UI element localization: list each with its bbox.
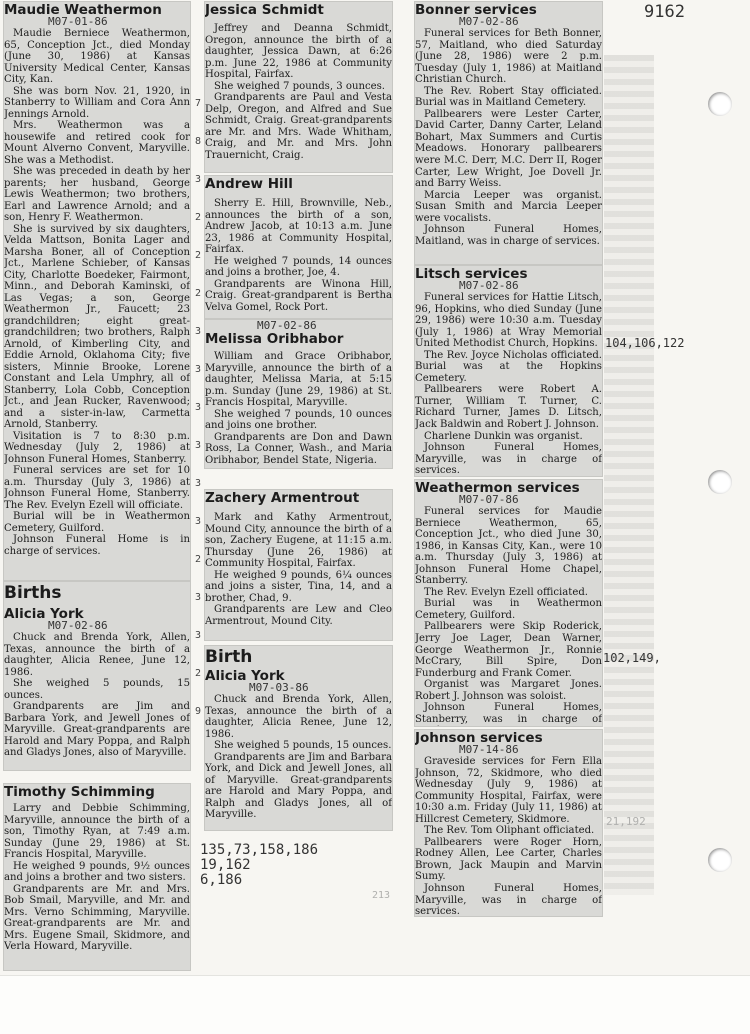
article-paragraph: Mrs. Weathermon was a housewife and retired cook for Mount Alverno Convent, Maryville. She was a Methodist. xyxy=(4,120,190,166)
article-paragraph: Grandparents are Jim and Barbara York, and Jewell Jones of Maryville. Great-grandparents are Harold and Mary Poppa, and Ralph and Gladys Jones, also of Maryville. xyxy=(4,701,190,758)
gutter-digit: 2 xyxy=(194,554,202,565)
funeral-litsch-services xyxy=(415,266,602,476)
article-paragraph: Sherry E. Hill, Brownville, Neb., announces the birth of a son, Andrew Jacob, at 10:13 a.m. June 23, 1986 at Community Hospital, Fairfax. xyxy=(205,198,392,256)
article-body xyxy=(205,198,392,313)
article-paragraph: Pallbearers were Robert A. Turner, William T. Turner, C. Richard Turner, James D. Litsch, Jack Baldwin and Robert J. Johnson. xyxy=(415,384,602,431)
handwritten-margin-note: 104,106,122 xyxy=(605,336,685,350)
birth-jessica-schmidt xyxy=(205,2,392,172)
article-body xyxy=(415,28,602,247)
funeral-johnson-services xyxy=(415,730,602,916)
date-annotation: M07-02-86 xyxy=(459,15,519,28)
article-paragraph: Grandparents are Paul and Vesta Delp, Oregon, and Alfred and Sue Schmidt, Craig. Great-grandparents are Mr. and Mrs. Wade Whitham, Craig, and Mr. and Mrs. John Trauernicht, Craig. xyxy=(205,92,392,162)
article-paragraph: Funeral services for Beth Bonner, 57, Maitland, who died Saturday (June 28, 1986) were 2 p.m. Tuesday (July 1, 1986) at Maitland Christian Church. xyxy=(415,28,602,86)
article-paragraph: Charlene Dunkin was organist. xyxy=(424,430,583,442)
gutter-digit: 2 xyxy=(194,212,202,223)
article-heading: Melissa Oribhabor xyxy=(205,331,344,347)
article-paragraph: Grandparents are Lew and Cleo Armentrout, Mound City. xyxy=(205,604,392,627)
article-heading: Weathermon services xyxy=(415,480,580,496)
article-paragraph: Johnson Funeral Homes, Maryville, was in charge of services. xyxy=(415,442,602,476)
article-body xyxy=(4,28,190,557)
article-paragraph: The Rev. Joyce Nicholas officiated. Burial was at the Hopkins Cemetery. xyxy=(415,349,602,384)
article-paragraph: Funeral services for Hattie Litsch, 96, Hopkins, who died Sunday (June 29, 1986) were 10:30 a.m. Tuesday (July 1, 1986) at Wray Memorial United Methodist Church, Hopkins. xyxy=(415,292,602,350)
article-body xyxy=(205,512,392,627)
birth-melissa-oribhabor xyxy=(205,320,392,468)
article-paragraph: Grandparents are Jim and Barbara York, and Dick and Jewell Jones, all of Maryville. Great-grandparents are Harold and Mary Poppa, and Ralph and Gladys Jones, all of Maryville. xyxy=(205,751,392,821)
article-body xyxy=(205,23,392,162)
article-heading: Timothy Schimming xyxy=(4,784,155,800)
gutter-digit: 2 xyxy=(194,288,202,299)
article-body xyxy=(4,632,190,759)
article-paragraph: Visitation is 7 to 8:30 p.m. Wednesday (July 2, 1986) at Johnson Funeral Homes, Stanberry. xyxy=(4,430,190,465)
article-paragraph: Pallbearers were Skip Roderick, Jerry Joe Lager, Dean Warner, George Weathermon Jr., Ronnie McCrary, Bill Spire, Don Funderburg and Frank Comer. xyxy=(415,621,602,679)
handwritten-note xyxy=(200,843,318,888)
punch-hole-icon xyxy=(708,92,732,116)
article-paragraph: Marcia Leeper was organist. Susan Smith and Marcia Leeper were vocalists. xyxy=(415,189,602,224)
article-paragraph: The Rev. Tom Oliphant officiated. xyxy=(424,825,595,837)
gutter-digit: 7 xyxy=(194,98,202,109)
background-column-strip xyxy=(604,55,654,895)
article-paragraph: William and Grace Oribhabor, Maryville, announce the birth of a daughter, Melissa Maria, at 5:15 p.m. Sunday (June 29, 1986) at St. Francis Hospital, Maryville. xyxy=(205,351,392,409)
handwritten-margin-note: 21,192 xyxy=(606,815,646,828)
handwritten-note-line: 6,186 xyxy=(200,872,243,888)
gutter-digit: 2 xyxy=(194,668,202,679)
article-paragraph: Graveside services for Fern Ella Johnson, 72, Skidmore, who died Wednesday (July 9, 1986) at Community Hospital, Fairfax, were 10:30 a.m. Friday (July 11, 1986) at Hillcrest Cemetery, Skidmore. xyxy=(415,756,602,825)
date-annotation: M07-02-86 xyxy=(459,279,519,292)
article-paragraph: Pallbearers were Lester Carter, David Carter, Danny Carter, Leland Bohart, Max Summers and Curtis Meadows. Honorary pallbearers were M.C. Derr, M.C. Derr II, Roger Carter, Lew Wright, Joe Dovell Jr. and Barry Weiss. xyxy=(415,108,602,190)
article-paragraph: Organist was Margaret Jones. Robert J. Johnson was soloist. xyxy=(415,679,602,702)
section-heading-births: Births xyxy=(4,583,62,603)
article-paragraph: He weighed 9 pounds, 9½ ounces and joins a brother and two sisters. xyxy=(4,860,190,883)
page-number: 9162 xyxy=(644,2,685,22)
handwritten-note-line: 19,162 xyxy=(200,857,251,873)
article-heading: Maudie Weathermon xyxy=(4,2,162,18)
article-body xyxy=(205,351,392,466)
article-paragraph: Larry and Debbie Schimming, Maryville, announce the birth of a son, Timothy Ryan, at 7:49 a.m. Sunday (June 29, 1986) at St. Francis Hospital, Maryville. xyxy=(4,803,190,860)
article-heading: Litsch services xyxy=(415,266,528,282)
date-annotation: M07-14-86 xyxy=(459,743,519,756)
handwritten-note-line: 135,73,158,186 xyxy=(200,842,319,858)
article-heading: Bonner services xyxy=(415,2,537,18)
article-heading: Andrew Hill xyxy=(205,176,293,192)
article-paragraph: Funeral services for Maudie Berniece Weathermon, 65, Conception Jct., who died June 30, 1986, in Kansas City, Kan., were 10 a.m. Thursday (July 3, 1986) at Johnson Funeral Home Chapel, Stanberry. xyxy=(415,506,602,587)
obituary-maudie-weathermon xyxy=(4,2,190,580)
article-paragraph: He weighed 9 pounds, 6¼ ounces and joins a sister, Tina, 14, and a brother, Chad, 9. xyxy=(205,569,392,604)
article-paragraph: Jeffrey and Deanna Schmidt, Oregon, announce the birth of a daughter, Jessica Dawn, at 6:26 p.m. June 22, 1986 at Community Hospital, Fairfax. xyxy=(205,23,392,81)
article-paragraph: Funeral services are set for 10 a.m. Thursday (July 3, 1986) at Johnson Funeral Home, Stanberry. The Rev. Evelyn Ezell will officiate. xyxy=(4,465,190,511)
article-paragraph: Pallbearers were Roger Horn, Rodney Allen, Lee Carter, Charles Brown, Jack Maupin and Marvin Sumy. xyxy=(415,836,602,883)
birth-alicia-york-1 xyxy=(4,582,190,770)
gutter-digit: 2 xyxy=(194,250,202,261)
date-annotation: M07-07-86 xyxy=(459,493,519,506)
article-paragraph: She was preceded in death by her parents; her husband, George Lewis Weathermon; two brothers, Earl and Lawrence Arnold; and a son, Henry F. Weathermon. xyxy=(4,166,190,223)
article-paragraph: Maudie Berniece Weathermon, 65, Conception Jct., died Monday (June 30, 1986) at Kansas University Medical Center, Kansas City, Kan. xyxy=(4,28,190,85)
article-paragraph: She weighed 7 pounds, 3 ounces. xyxy=(214,80,385,92)
funeral-bonner-services xyxy=(415,2,602,264)
birth-zachery-armentrout xyxy=(205,490,392,640)
page-bottom-margin xyxy=(0,975,750,1034)
gutter-digit: 8 xyxy=(194,136,202,147)
gutter-digit: 3 xyxy=(194,630,202,641)
article-paragraph: Chuck and Brenda York, Allen, Texas, announce the birth of a daughter, Alicia Renee, June 12, 1986. xyxy=(205,694,392,740)
birth-timothy-schimming xyxy=(4,784,190,970)
gutter-digit: 3 xyxy=(194,364,202,375)
article-paragraph: Grandparents are Don and Dawn Ross, La Conner, Wash., and Maria Oribhabor, Bendel State, Nigeria. xyxy=(205,431,392,466)
funeral-weathermon-services xyxy=(415,480,602,726)
article-heading: Zachery Armentrout xyxy=(205,490,360,506)
date-annotation: M07-02-86 xyxy=(48,619,108,632)
punch-hole-icon xyxy=(708,470,732,494)
date-annotation: M07-01-86 xyxy=(48,15,108,28)
gutter-digit: 3 xyxy=(194,174,202,185)
article-paragraph: She is survived by six daughters, Velda Mattson, Bonita Lager and Marsha Boner, all of Conception Jct., Marlene Schieber, of Kansas City, Charlotte Boedeker, Fairmont, Minn., and Deborah Kaminski, of Las Vegas; a son, George Weathermon Jr., Faucett; 23 grandchildren; eight great-grandchildren; two brothers, Ralph Arnold, of Kimberling City, and Eddie Arnold, Oklahoma City; five sisters, Minnie Brooke, Lorene Constant and Lela Umphry, all of Stanberry, Lola Cobb, Conception Jct., and Jean Rucker, Ravenwood; and a sister-in-law, Carmetta Arnold, Stanberry. xyxy=(4,223,190,430)
article-paragraph: Burial will be in Weathermon Cemetery, Guilford. xyxy=(4,511,190,534)
article-body xyxy=(4,803,190,953)
article-paragraph: Grandparents are Winona Hill, Craig. Great-grandparent is Bertha Velva Gomel, Rock Port. xyxy=(205,278,392,313)
date-annotation: M07-02-86 xyxy=(257,320,317,332)
article-paragraph: Grandparents are Mr. and Mrs. Bob Smail, Maryville, and Mr. and Mrs. Verno Schimming, Maryville. Great-grandparents are Mr. and Mrs. Eugene Smail, Skidmore, and Verla Howard, Maryville. xyxy=(4,883,190,952)
article-paragraph: Burial was in Weathermon Cemetery, Guilford. xyxy=(415,598,602,621)
article-paragraph: Johnson Funeral Homes, Maitland, was in charge of services. xyxy=(415,224,602,247)
article-paragraph: Johnson Funeral Home is in charge of services. xyxy=(4,534,190,557)
faint-page-mark: 213 xyxy=(372,890,391,901)
gutter-digit: 3 xyxy=(194,326,202,337)
article-paragraph: She weighed 5 pounds, 15 ounces. xyxy=(4,678,190,701)
article-paragraph: Johnson Funeral Homes, Maryville, was in charge of services. xyxy=(415,883,602,916)
article-body xyxy=(205,694,392,821)
date-annotation: M07-03-86 xyxy=(249,681,309,694)
gutter-digit: 3 xyxy=(194,440,202,451)
article-body xyxy=(415,292,602,476)
article-heading: Alicia York xyxy=(4,606,84,622)
birth-andrew-hill xyxy=(205,176,392,318)
article-paragraph: Johnson Funeral Homes, Stanberry, was in charge of xyxy=(415,702,602,725)
gutter-digits xyxy=(192,85,204,731)
article-heading: Johnson services xyxy=(415,730,543,746)
article-paragraph: Chuck and Brenda York, Allen, Texas, announce the birth of a daughter, Alicia Renee, June 12, 1986. xyxy=(4,632,190,678)
article-paragraph: He weighed 7 pounds, 14 ounces and joins a brother, Joe, 4. xyxy=(205,255,392,279)
gutter-digit: 9 xyxy=(194,706,202,717)
article-paragraph: The Rev. Evelyn Ezell officiated. xyxy=(424,586,588,598)
handwritten-margin-note: 102,149, xyxy=(603,651,661,665)
article-heading: Alicia York xyxy=(205,668,285,684)
article-body xyxy=(415,756,602,916)
punch-hole-icon xyxy=(708,848,732,872)
article-paragraph: She weighed 5 pounds, 15 ounces. xyxy=(214,740,392,752)
gutter-digit: 3 xyxy=(194,402,202,413)
article-paragraph: She was born Nov. 21, 1920, in Stanberry to William and Cora Ann Jennings Arnold. xyxy=(4,85,190,120)
gutter-digit: 3 xyxy=(194,516,202,527)
article-paragraph: Mark and Kathy Armentrout, Mound City, announce the birth of a son, Zachery Eugene, at 11:15 a.m. Thursday (June 26, 1986) at Community Hospital, Fairfax. xyxy=(205,512,392,570)
section-heading-birth: Birth xyxy=(205,647,253,667)
birth-alicia-york-2 xyxy=(205,646,392,830)
article-body xyxy=(415,506,602,726)
article-heading: Jessica Schmidt xyxy=(205,2,324,18)
gutter-digit: 3 xyxy=(194,592,202,603)
gutter-digit: 3 xyxy=(194,478,202,489)
article-paragraph: The Rev. Robert Stay officiated. Burial was in Maitland Cemetery. xyxy=(415,85,602,109)
article-paragraph: She weighed 7 pounds, 10 ounces and joins one brother. xyxy=(205,408,392,432)
